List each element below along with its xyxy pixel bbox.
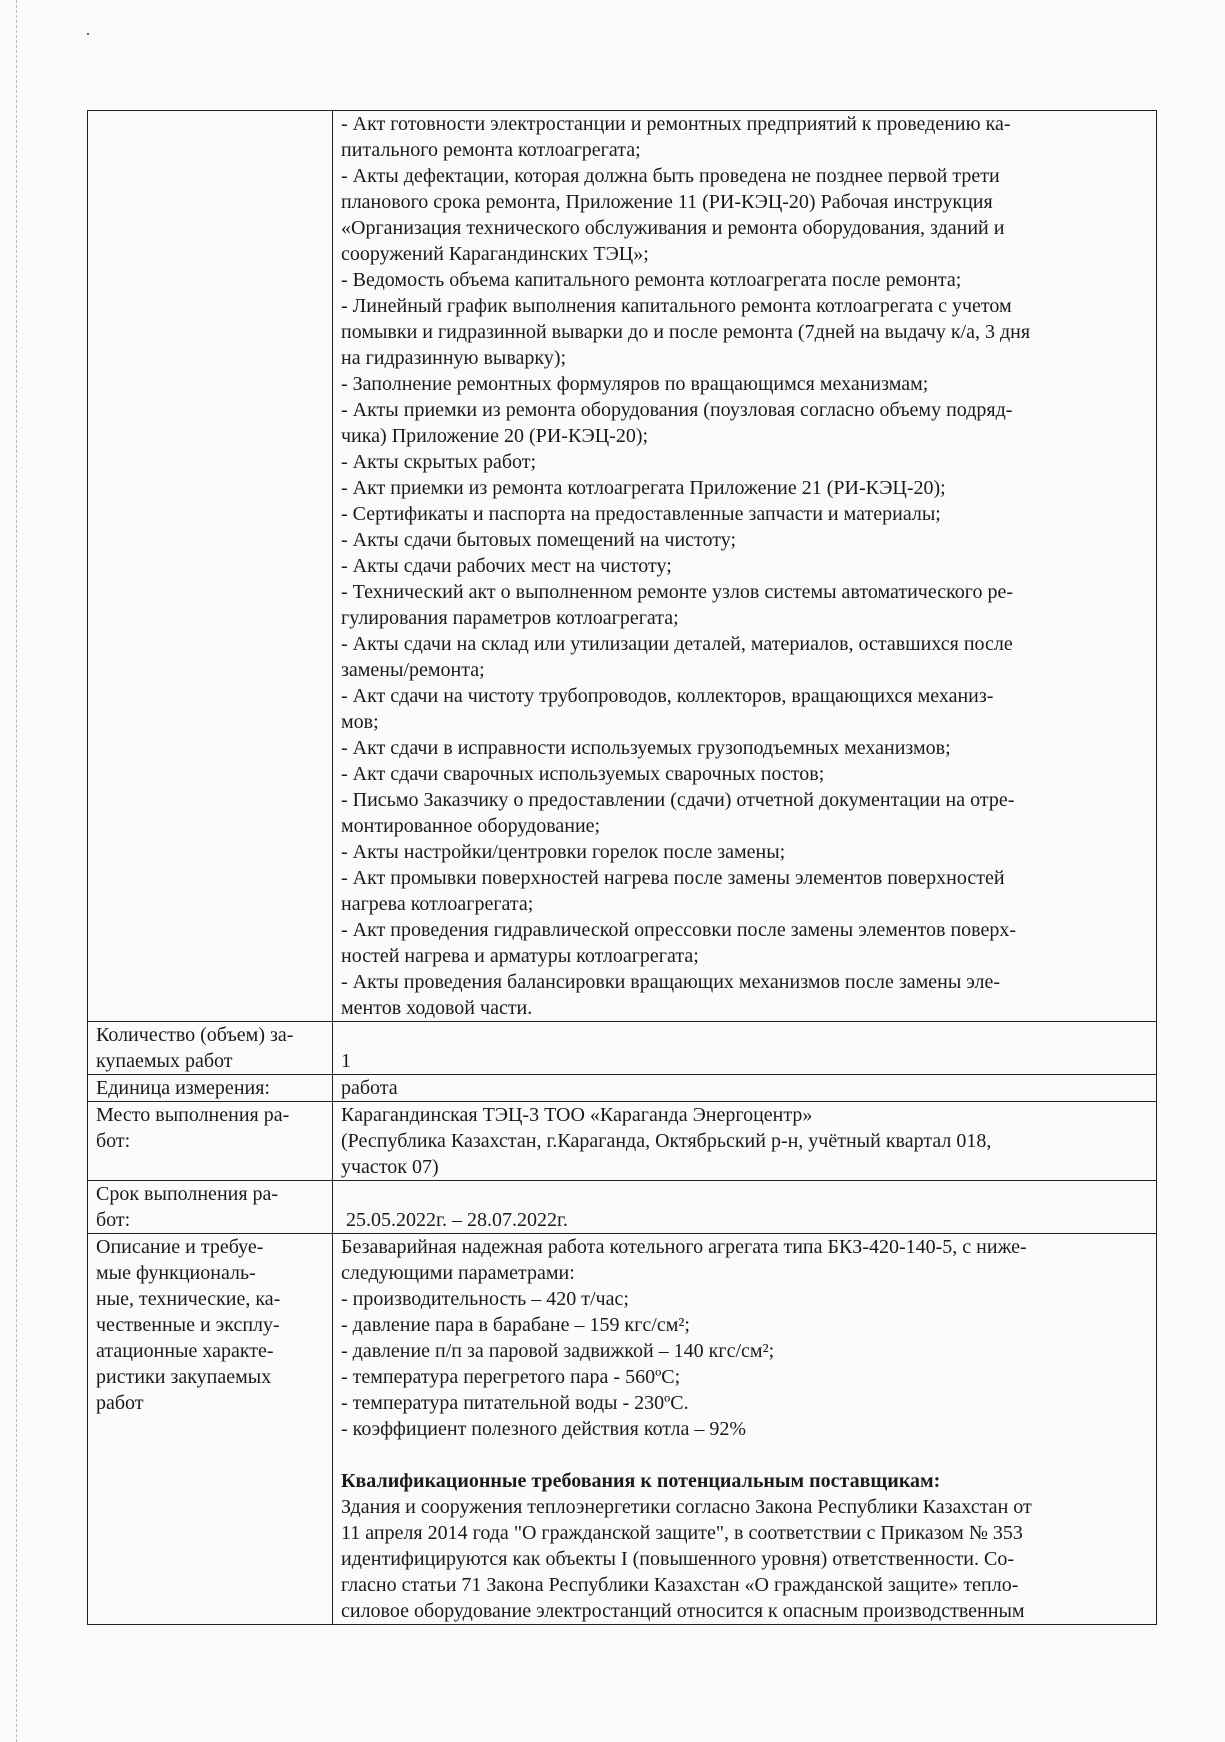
unit-label: Единица измерения: <box>96 1077 270 1099</box>
location-label-line: бот: <box>96 1130 131 1152</box>
document-list-line: - Акты скрытых работ; <box>341 451 537 473</box>
table-row-quantity <box>88 1022 1157 1075</box>
location-value-line: (Республика Казахстан, г.Караганда, Октябрьский р-н, учётный квартал 018, <box>341 1130 992 1152</box>
term-label-line: бот: <box>96 1209 131 1231</box>
location-value-cell <box>333 1102 1157 1181</box>
description-line: - температура питательной воды - 230ºС. <box>341 1392 689 1414</box>
document-list-line: - Акты сдачи рабочих мест на чистоту; <box>341 555 672 577</box>
description-label-line: ристики закупаемых <box>96 1366 272 1388</box>
document-list-line: - Технический акт о выполненном ремонте узлов системы автоматического ре- <box>341 581 1014 603</box>
document-list-line: монтированное оборудование; <box>341 815 601 837</box>
location-label-cell <box>88 1102 333 1181</box>
description-label-line: Описание и требуе- <box>96 1236 264 1258</box>
document-list-line: замены/ремонта; <box>341 659 485 681</box>
document-list-line: ностей нагрева и арматуры котлоагрегата; <box>341 945 699 967</box>
document-list-line: «Организация технического обслуживания и ремонта оборудования, зданий и <box>341 217 1005 239</box>
description-label-cell <box>88 1234 333 1625</box>
document-list-line: - Линейный график выполнения капитального ремонта котлоагрегата с учетом <box>341 295 1012 317</box>
description-label-line: работ <box>96 1392 144 1414</box>
document-list-line: - Акты сдачи на склад или утилизации деталей, материалов, оставшихся после <box>341 633 1013 655</box>
description-label-line: чественные и эксплу- <box>96 1314 280 1336</box>
document-list-line: сооружений Карагандинских ТЭЦ»; <box>341 243 649 265</box>
table-row-documents <box>88 111 1157 1022</box>
quantity-value: 1 <box>341 1050 351 1072</box>
document-list-line: - Акты дефектации, которая должна быть проведена не позднее первой трети <box>341 165 1000 187</box>
specification-table <box>87 110 1157 1625</box>
document-list-line: - Заполнение ремонтных формуляров по вращающимся механизмам; <box>341 373 929 395</box>
description-line: - давление пара в барабане – 159 кгс/см²; <box>341 1314 690 1336</box>
documents-list-cell <box>333 111 1157 1022</box>
document-list-line: - Акт сдачи в исправности используемых грузоподъемных механизмов; <box>341 737 951 759</box>
unit-value-cell <box>333 1075 1157 1102</box>
description-line: - производительность – 420 т/час; <box>341 1288 629 1310</box>
description-line: Безаварийная надежная работа котельного агрегата типа БКЗ-420-140-5, с ниже- <box>341 1236 1027 1258</box>
document-list-line: на гидразинную выварку); <box>341 347 567 369</box>
unit-value: работа <box>341 1077 398 1099</box>
document-list-line: - Акт сдачи на чистоту трубопроводов, коллекторов, вращающихся механиз- <box>341 685 994 707</box>
quantity-label-line: купаемых работ <box>96 1050 233 1072</box>
location-value-line: Карагандинская ТЭЦ-3 ТОО «Караганда Энергоцентр» <box>341 1104 813 1126</box>
location-label-line: Место выполнения ра- <box>96 1104 290 1126</box>
document-list-line: - Акт сдачи сварочных используемых сварочных постов; <box>341 763 825 785</box>
qualification-line: гласно статьи 71 Закона Республики Казахстан «О гражданской защите» тепло- <box>341 1574 1019 1596</box>
document-list-line: - Ведомость объема капитального ремонта котлоагрегата после ремонта; <box>341 269 962 291</box>
quantity-label-cell <box>88 1022 333 1075</box>
punch-hole-guide <box>16 0 17 1742</box>
document-list-line: гулирования параметров котлоагрегата; <box>341 607 679 629</box>
table-row-term <box>88 1181 1157 1234</box>
location-value-line: участок 07) <box>341 1156 439 1178</box>
document-list-line: - Акты сдачи бытовых помещений на чистоту; <box>341 529 737 551</box>
qualification-line: силовое оборудование электростанций относится к опасным производственным <box>341 1600 1025 1622</box>
document-list-line: - Сертификаты и паспорта на предоставленные запчасти и материалы; <box>341 503 941 525</box>
description-label-line: ные, технические, ка- <box>96 1288 281 1310</box>
qualification-heading: Квалификационные требования к потенциальным поставщикам: <box>341 1470 941 1492</box>
description-line: следующими параметрами: <box>341 1262 575 1284</box>
document-list-line: планового срока ремонта, Приложение 11 (РИ-КЭЦ-20) Рабочая инструкция <box>341 191 993 213</box>
document-list-line: - Акт готовности электростанции и ремонтных предприятий к проведению ка- <box>341 113 1011 135</box>
table-row-location <box>88 1102 1157 1181</box>
description-label-line: мые функциональ- <box>96 1262 256 1284</box>
table-row-description <box>88 1234 1157 1625</box>
document-list-line: нагрева котлоагрегата; <box>341 893 534 915</box>
document-list-line: - Акт приемки из ремонта котлоагрегата Приложение 21 (РИ-КЭЦ-20); <box>341 477 946 499</box>
term-value: 25.05.2022г. – 28.07.2022г. <box>341 1209 568 1231</box>
quantity-label-line: Количество (объем) за- <box>96 1024 294 1046</box>
unit-label-cell <box>88 1075 333 1102</box>
document-list-line: - Акты проведения балансировки вращающих механизмов после замены эле- <box>341 971 1001 993</box>
description-line: - давление п/п за паровой задвижкой – 140 кгс/см²; <box>341 1340 775 1362</box>
documents-list <box>341 111 1148 1021</box>
description-label-line: атационные характе- <box>96 1340 274 1362</box>
qualification-line: 11 апреля 2014 года "О гражданской защите", в соответствии с Приказом № 353 <box>341 1522 1023 1544</box>
document-list-line: помывки и гидразинной выварки до и после ремонта (7дней на выдачу к/а, 3 дня <box>341 321 1031 343</box>
document-list-line: питального ремонта котлоагрегата; <box>341 139 641 161</box>
table-row-unit <box>88 1075 1157 1102</box>
qualification-line: Здания и сооружения теплоэнергетики согласно Закона Республики Казахстан от <box>341 1496 1032 1518</box>
document-list-line: - Акт промывки поверхностей нагрева после замены элементов поверхностей <box>341 867 1005 889</box>
document-list-line: - Акт проведения гидравлической опрессовки после замены элементов поверх- <box>341 919 1017 941</box>
document-list-line: чика) Приложение 20 (РИ-КЭЦ-20); <box>341 425 649 447</box>
term-value-cell <box>333 1181 1157 1234</box>
document-list-line: - Акты настройки/центровки горелок после замены; <box>341 841 786 863</box>
document-list-line: - Письмо Заказчику о предоставлении (сдачи) отчетной документации на отре- <box>341 789 1015 811</box>
qualification-line: идентифицируются как объекты I (повышенного уровня) ответственности. Со- <box>341 1548 1014 1570</box>
scan-speck <box>87 33 89 35</box>
term-label-line: Срок выполнения ра- <box>96 1183 279 1205</box>
document-list-line: - Акты приемки из ремонта оборудования (поузловая согласно объему подряд- <box>341 399 1013 421</box>
quantity-value-cell <box>333 1022 1157 1075</box>
term-label-cell <box>88 1181 333 1234</box>
description-value-cell <box>333 1234 1157 1625</box>
document-list-line: мов; <box>341 711 379 733</box>
label-cell-empty <box>88 111 333 1022</box>
description-line: - коэффициент полезного действия котла – 92% <box>341 1418 747 1440</box>
description-line: - температура перегретого пара - 560ºС; <box>341 1366 681 1388</box>
document-list-line: ментов ходовой части. <box>341 997 533 1019</box>
